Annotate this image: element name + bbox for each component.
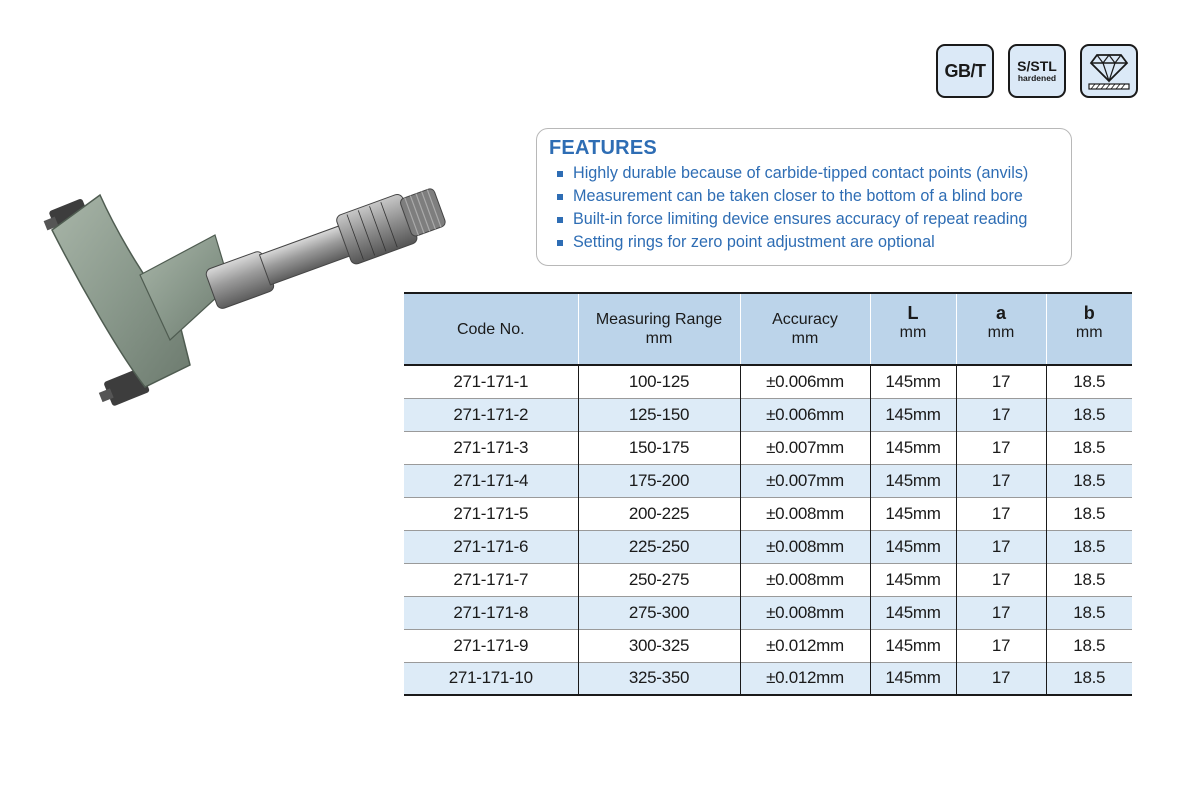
header-a: a mm [956, 293, 1046, 365]
cell-a: 17 [956, 398, 1046, 431]
table-row [404, 629, 1132, 662]
table-row [404, 398, 1132, 431]
cell-range: 275-300 [578, 596, 740, 629]
cell-range: 100-125 [578, 365, 740, 398]
bullet-icon [557, 217, 563, 223]
header-b: b mm [1046, 293, 1132, 365]
features-box [536, 128, 1072, 266]
cell-range: 125-150 [578, 398, 740, 431]
cell-code: 271-171-6 [404, 530, 578, 563]
cell-code: 271-171-9 [404, 629, 578, 662]
spec-table [404, 292, 1132, 696]
cell-a: 17 [956, 464, 1046, 497]
cell-a: 17 [956, 530, 1046, 563]
sstl-badge [1008, 44, 1066, 98]
cell-code: 271-171-5 [404, 497, 578, 530]
features-list [549, 162, 1057, 254]
header-range: Measuring Range mm [578, 293, 740, 365]
cell-L: 145mm [870, 596, 956, 629]
table-row [404, 530, 1132, 563]
cell-accuracy: ±0.008mm [740, 563, 870, 596]
table-header-row [404, 293, 1132, 365]
cell-code: 271-171-10 [404, 662, 578, 695]
table-row [404, 596, 1132, 629]
cell-code: 271-171-1 [404, 365, 578, 398]
feature-item [549, 162, 1057, 185]
cell-b: 18.5 [1046, 662, 1132, 695]
cell-L: 145mm [870, 398, 956, 431]
cell-accuracy: ±0.012mm [740, 629, 870, 662]
cell-a: 17 [956, 662, 1046, 695]
cell-accuracy: ±0.006mm [740, 365, 870, 398]
cell-L: 145mm [870, 497, 956, 530]
cell-a: 17 [956, 497, 1046, 530]
feature-item [549, 185, 1057, 208]
gbt-badge [936, 44, 994, 98]
cell-b: 18.5 [1046, 365, 1132, 398]
cell-a: 17 [956, 563, 1046, 596]
cell-code: 271-171-7 [404, 563, 578, 596]
feature-text: Highly durable because of carbide-tipped contact points (anvils) [573, 164, 1029, 182]
header-accuracy: Accuracy mm [740, 293, 870, 365]
feature-text: Setting rings for zero point adjustment are optional [573, 233, 935, 251]
feature-text: Measurement can be taken closer to the bottom of a blind bore [573, 187, 1023, 205]
cell-range: 175-200 [578, 464, 740, 497]
table-row [404, 563, 1132, 596]
header-code: Code No. [404, 293, 578, 365]
cell-b: 18.5 [1046, 629, 1132, 662]
bullet-icon [557, 240, 563, 246]
cell-L: 145mm [870, 530, 956, 563]
table-row [404, 497, 1132, 530]
cell-accuracy: ±0.012mm [740, 662, 870, 695]
sstl-badge-label: S/STL [1017, 58, 1057, 74]
cell-accuracy: ±0.008mm [740, 596, 870, 629]
cell-a: 17 [956, 596, 1046, 629]
feature-item [549, 208, 1057, 231]
cell-range: 300-325 [578, 629, 740, 662]
cell-range: 225-250 [578, 530, 740, 563]
carbide-diamond-badge [1080, 44, 1138, 98]
cell-L: 145mm [870, 464, 956, 497]
cell-range: 150-175 [578, 431, 740, 464]
cell-a: 17 [956, 365, 1046, 398]
header-L: L mm [870, 293, 956, 365]
badge-group [936, 44, 1138, 98]
cell-b: 18.5 [1046, 563, 1132, 596]
table-row [404, 365, 1132, 398]
table-row [404, 662, 1132, 695]
cell-code: 271-171-4 [404, 464, 578, 497]
bullet-icon [557, 194, 563, 200]
feature-item [549, 231, 1057, 254]
features-title: FEATURES [549, 137, 657, 159]
cell-b: 18.5 [1046, 497, 1132, 530]
bullet-icon [557, 171, 563, 177]
cell-L: 145mm [870, 563, 956, 596]
cell-L: 145mm [870, 431, 956, 464]
cell-a: 17 [956, 431, 1046, 464]
cell-code: 271-171-2 [404, 398, 578, 431]
cell-L: 145mm [870, 629, 956, 662]
sstl-badge-sublabel: hardened [1017, 73, 1057, 83]
cell-b: 18.5 [1046, 431, 1132, 464]
micrometer-image [40, 125, 460, 425]
cell-range: 250-275 [578, 563, 740, 596]
cell-accuracy: ±0.007mm [740, 464, 870, 497]
feature-text: Built-in force limiting device ensures accuracy of repeat reading [573, 210, 1028, 228]
cell-b: 18.5 [1046, 464, 1132, 497]
diamond-icon [1087, 51, 1131, 91]
cell-accuracy: ±0.008mm [740, 530, 870, 563]
cell-b: 18.5 [1046, 596, 1132, 629]
cell-a: 17 [956, 629, 1046, 662]
cell-b: 18.5 [1046, 530, 1132, 563]
cell-accuracy: ±0.008mm [740, 497, 870, 530]
cell-code: 271-171-8 [404, 596, 578, 629]
cell-code: 271-171-3 [404, 431, 578, 464]
cell-accuracy: ±0.007mm [740, 431, 870, 464]
cell-range: 200-225 [578, 497, 740, 530]
table-row [404, 464, 1132, 497]
cell-L: 145mm [870, 662, 956, 695]
cell-range: 325-350 [578, 662, 740, 695]
cell-L: 145mm [870, 365, 956, 398]
gbt-badge-label: GB/T [944, 60, 986, 81]
cell-b: 18.5 [1046, 398, 1132, 431]
table-row [404, 431, 1132, 464]
cell-accuracy: ±0.006mm [740, 398, 870, 431]
